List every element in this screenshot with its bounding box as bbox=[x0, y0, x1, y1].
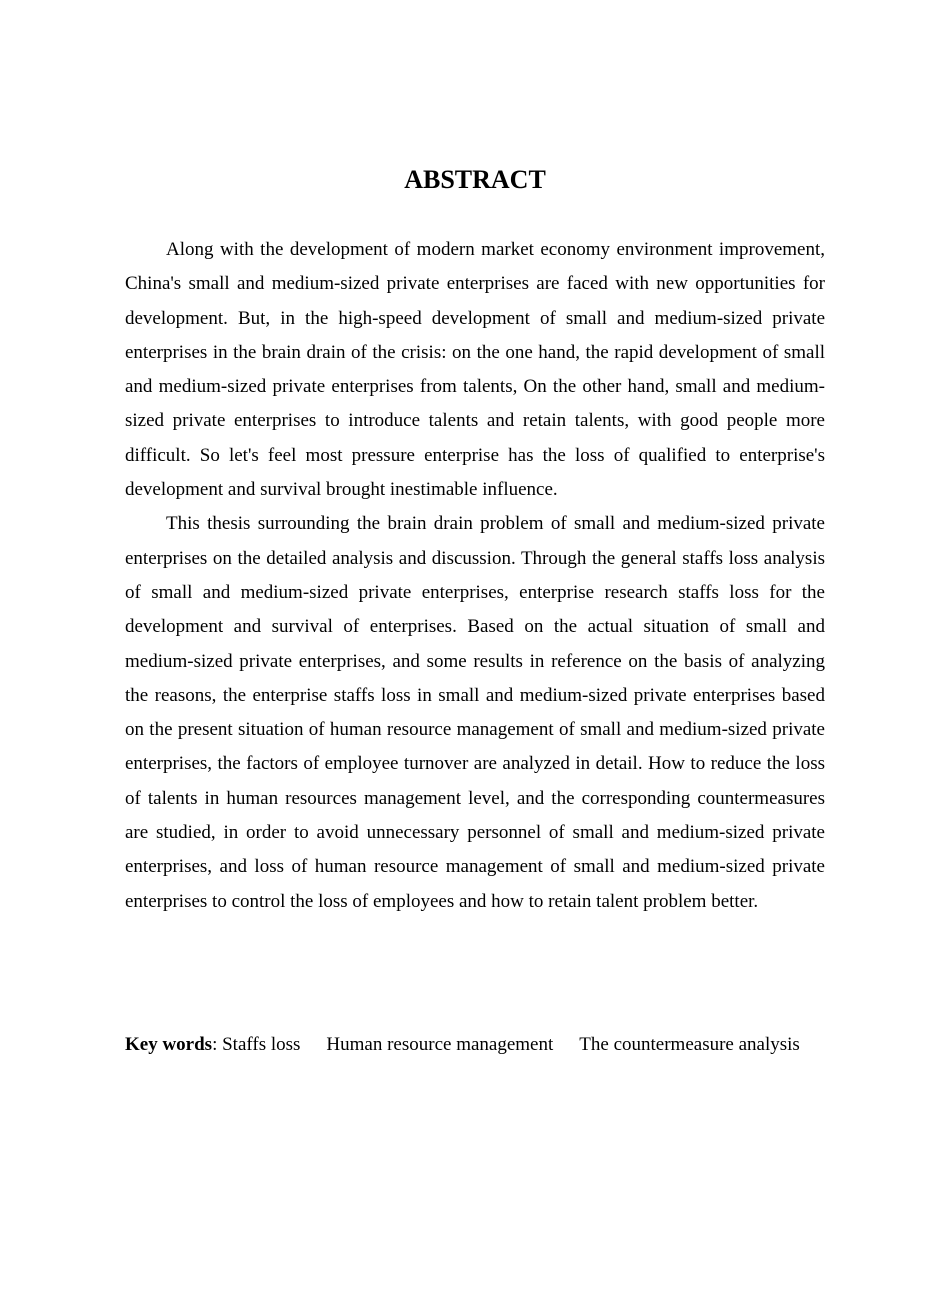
keyword-item: Staffs loss bbox=[222, 1034, 301, 1055]
keyword-item: Human resource management bbox=[326, 1034, 554, 1055]
keyword-item: The countermeasure analysis bbox=[579, 1034, 800, 1055]
abstract-body bbox=[125, 233, 825, 919]
keywords-separator: : bbox=[212, 1034, 218, 1055]
abstract-paragraph-1: Along with the development of modern market economy environment improvement, China's small and medium-sized private enterprises are faced with new opportunities for development. But, in the high-speed development of small and medium-sized private enterprises in the brain drain of the crisis: on the one hand, the rapid development of small and medium-sized private enterprises from talents, On the other hand, small and medium-sized private enterprises to introduce talents and retain talents, with good people more difficult. So let's feel most pressure enterprise has the loss of qualified to enterprise's development and survival brought inestimable influence. bbox=[125, 239, 825, 501]
keywords-label: Key words bbox=[125, 1034, 213, 1055]
abstract-title: ABSTRACT bbox=[404, 165, 546, 194]
keywords-line bbox=[125, 1028, 825, 1062]
abstract-paragraph-2: This thesis surrounding the brain drain problem of small and medium-sized private enterprises on the detailed analysis and discussion. Through the general staffs loss analysis of small and medium-sized private enterprises, enterprise research staffs loss for the development and survival of enterprises. Based on the actual situation of small and medium-sized private enterprises, and some results in reference on the basis of analyzing the reasons, the enterprise staffs loss in small and medium-sized private enterprises based on the present situation of human resource management of small and medium-sized private enterprises, the factors of employee turnover are analyzed in detail. How to reduce the loss of talents in human resources management level, and the corresponding countermeasures are studied, in order to avoid unnecessary personnel of small and medium-sized private enterprises, and loss of human resource management of small and medium-sized private enterprises to control the loss of employees and how to retain talent problem better. bbox=[125, 513, 825, 912]
